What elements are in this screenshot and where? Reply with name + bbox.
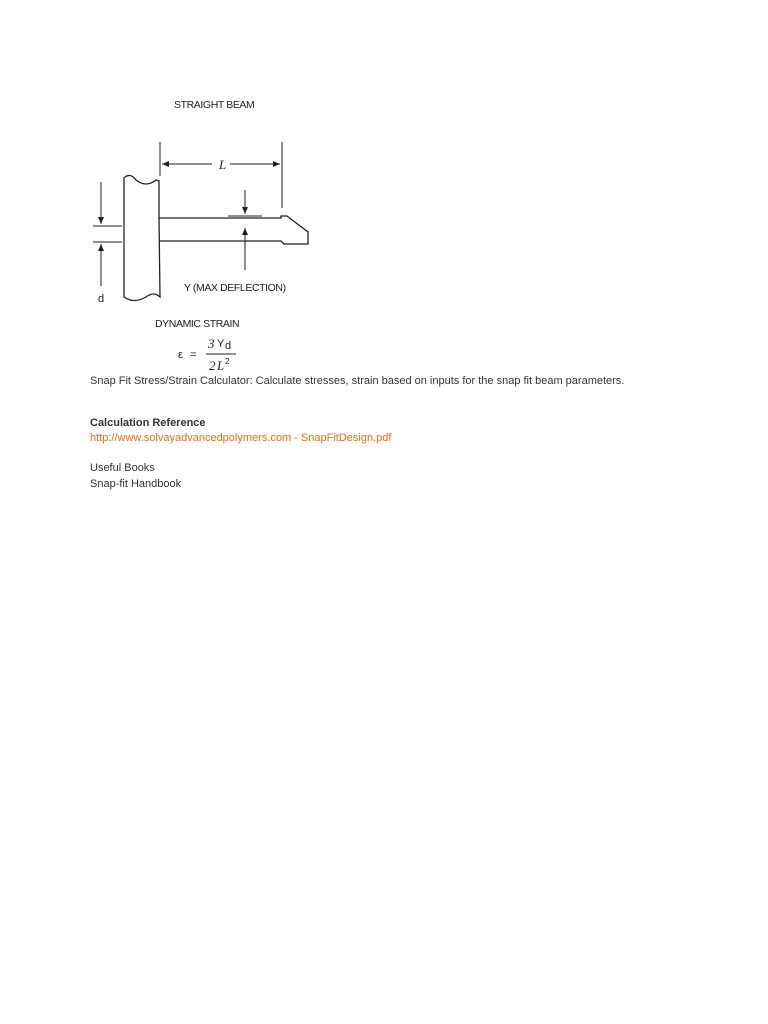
formula-num-var: Y — [217, 338, 225, 350]
book-item: Snap-fit Handbook — [90, 478, 182, 490]
formula-den-var: L — [217, 358, 225, 373]
formula-lhs: ε — [178, 349, 183, 361]
length-label: L — [219, 157, 227, 172]
strain-label: DYNAMIC STRAIN — [155, 318, 240, 330]
formula-num-coeff: 3 — [208, 336, 215, 351]
formula-den-coeff: 2 — [209, 358, 216, 373]
wall-support — [124, 175, 160, 300]
formula-equals: = — [190, 349, 197, 361]
formula-den-exp: 2 — [225, 357, 230, 366]
useful-books-heading: Useful Books — [90, 462, 155, 474]
thickness-label: d — [98, 293, 105, 305]
calculation-reference-heading: Calculation Reference — [90, 417, 206, 429]
calculator-description: Snap Fit Stress/Strain Calculator: Calculate stresses, strain based on inputs for the snap fit beam parameters. — [90, 375, 625, 387]
beam-diagram — [90, 92, 316, 374]
strain-formula — [178, 336, 236, 373]
figure-title: STRAIGHT BEAM — [174, 99, 255, 111]
deflection-label: Y (MAX DEFLECTION) — [184, 282, 286, 294]
formula-num-d: d — [225, 340, 232, 352]
beam-outline — [159, 216, 308, 244]
reference-link[interactable]: http://www.solvayadvancedpolymers.com - SnapFitDesign.pdf — [90, 432, 392, 444]
straight-beam-figure — [90, 92, 316, 374]
